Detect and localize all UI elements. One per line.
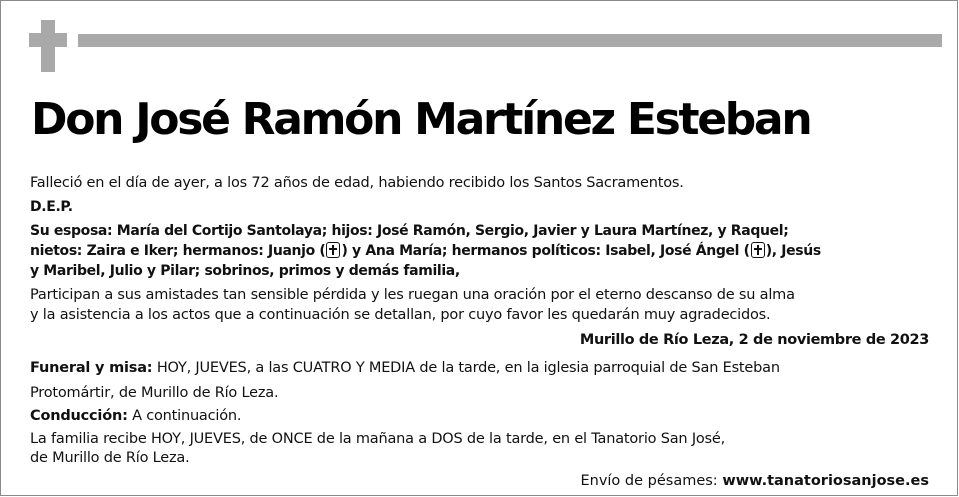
family-line-1: Su esposa: María del Cortijo Santolaya; hijos: José Ramón, Sergio, Javier y Laura Martínez, y Raquel; [30,223,789,239]
dep-text: D.E.P. [30,199,73,215]
family-line-2: nietos: Zaira e Iker; hermanos: Juanjo ( ) y Ana María; hermanos políticos: Isabel, José Ángel ( ), Jesús [30,243,821,259]
conduction-label: Conducción: [30,408,128,424]
announcement-text: Falleció en el día de ayer, a los 72 años de edad, habiendo recibido los Santos Sacramentos. [30,175,684,191]
family-line-3: y Maribel, Julio y Pilar; sobrinos, primos y demás familia, [30,263,460,279]
funeral-line-2: Protomártir, de Murillo de Río Leza. [30,385,279,401]
funeral-label: Funeral y misa: [30,360,153,376]
deceased-cross-icon [751,242,765,258]
condolences-line [580,471,929,491]
condolences-label: Envío de pésames: [580,473,723,489]
wake-line-1: La familia recibe HOY, JUEVES, de ONCE de la mañana a DOS de la tarde, en el Tanatorio San José, [30,431,726,447]
header-rule [78,34,942,47]
funeral-line-1: Funeral y misa: HOY, JUEVES, a las CUATRO Y MEDIA de la tarde, en la iglesia parroquial de San Esteban [30,360,780,376]
thanks-line-1: Participan a sus amistades tan sensible pérdida y les ruegan una oración por el eterno descanso de su alma [30,287,795,303]
wake-line-2: de Murillo de Río Leza. [30,450,190,466]
deceased-cross-icon [326,242,340,258]
cross-icon [29,20,67,72]
condolences-website-link[interactable]: www.tanatoriosanjose.es [722,473,929,489]
thanks-line-2: y la asistencia a los actos que a continuación se detallan, por cuyo favor les quedarán muy agradecidos. [30,307,771,323]
place-date: Murillo de Río Leza, 2 de noviembre de 2023 [579,332,929,348]
conduction-line: Conducción: A continuación. [30,408,242,424]
deceased-name: Don José Ramón Martínez Esteban [31,94,811,145]
